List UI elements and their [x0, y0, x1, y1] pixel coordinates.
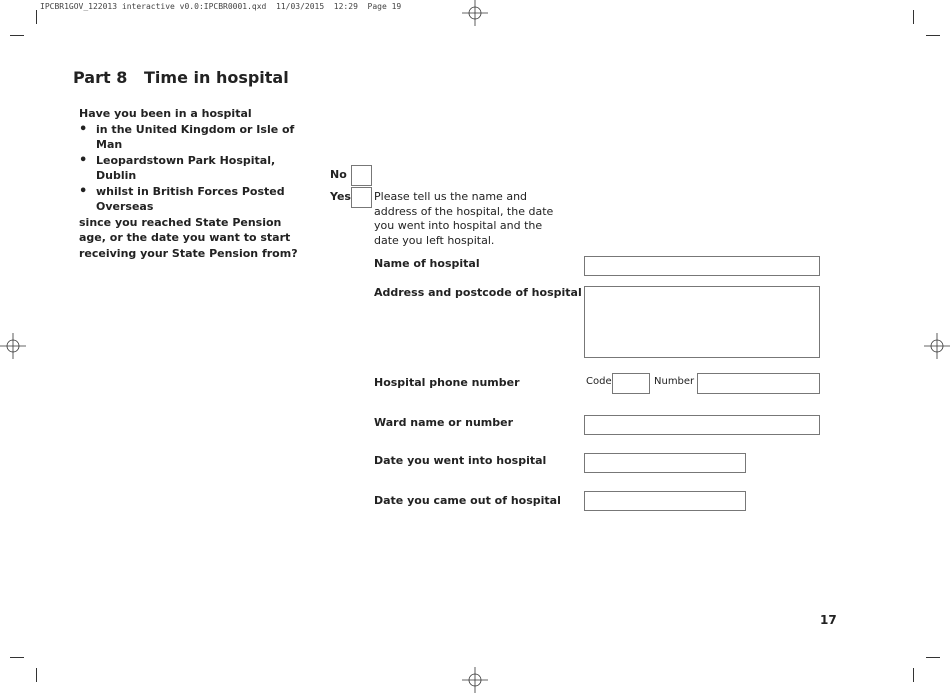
list-item: • in the United Kingdom or Isle of Man [79, 122, 319, 153]
hospital-name-label: Name of hospital [374, 257, 480, 270]
crop-mark [10, 657, 24, 658]
phone-number-field[interactable] [697, 373, 820, 394]
print-slug: IPCBR1GOV_122013 interactive v0.0:IPCBR0001.qxd 11/03/2015 12:29 Page 19 [40, 2, 402, 11]
crop-mark [10, 35, 24, 36]
date-out-label: Date you came out of hospital [374, 494, 561, 507]
no-label: No [330, 168, 347, 181]
hospital-name-field[interactable] [584, 256, 820, 276]
bullet-list [79, 122, 319, 215]
instruction-text: Please tell us the name and address of the hospital, the date you went into hospital and the date you left hospital. [374, 190, 554, 247]
question-tail: since you reached State Pension age, or the date you want to start receiving your State Pension from? [79, 215, 298, 260]
date-in-label: Date you went into hospital [374, 454, 547, 467]
question [79, 106, 319, 261]
question-intro: Have you been in a hospital [79, 107, 252, 120]
ward-field[interactable] [584, 415, 820, 435]
hospital-address-label: Address and postcode of hospital [374, 286, 582, 299]
crop-mark [36, 668, 37, 682]
hospital-phone-label: Hospital phone number [374, 376, 520, 389]
list-item: • Leopardstown Park Hospital, Dublin [79, 153, 319, 184]
crop-mark [926, 35, 940, 36]
crop-mark [926, 657, 940, 658]
ward-label: Ward name or number [374, 416, 513, 429]
list-item: • whilst in British Forces Posted Overseas [79, 184, 319, 215]
page-number: 17 [820, 613, 837, 627]
yes-label: Yes [330, 190, 351, 203]
page-title: Time in hospital [144, 68, 289, 87]
registration-mark-icon [462, 667, 488, 693]
date-out-field[interactable] [584, 491, 746, 511]
crop-mark [913, 668, 914, 682]
yes-checkbox[interactable] [351, 187, 372, 208]
part-number: Part 8 [73, 68, 128, 87]
no-checkbox[interactable] [351, 165, 372, 186]
hospital-address-field[interactable] [584, 286, 820, 358]
date-in-field[interactable] [584, 453, 746, 473]
registration-mark-icon [0, 333, 26, 359]
crop-mark [36, 10, 37, 24]
registration-mark-icon [462, 0, 488, 26]
phone-code-field[interactable] [612, 373, 650, 394]
registration-mark-icon [924, 333, 950, 359]
crop-mark [913, 10, 914, 24]
phone-code-label: Code [586, 376, 612, 387]
phone-number-label: Number [654, 376, 695, 387]
